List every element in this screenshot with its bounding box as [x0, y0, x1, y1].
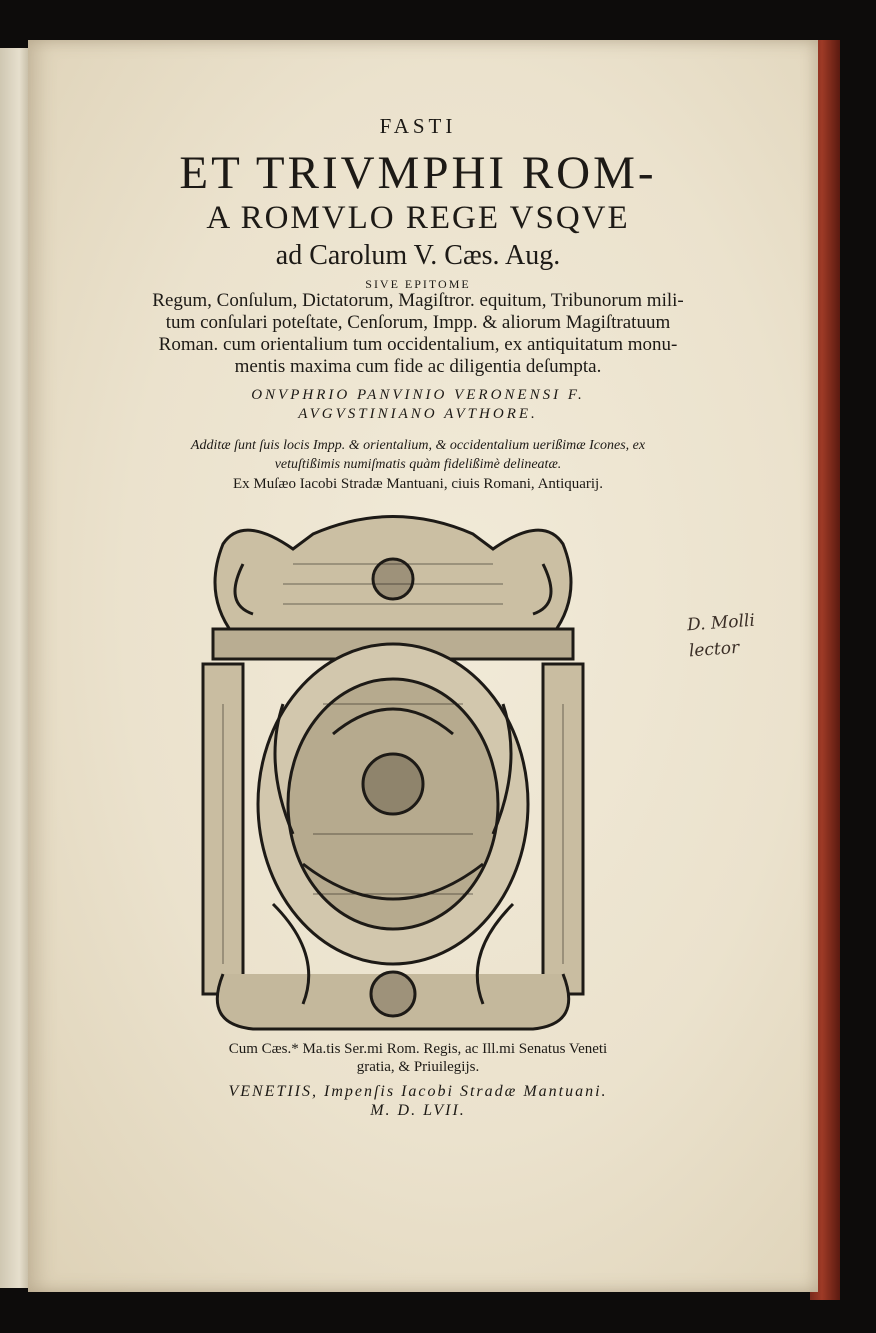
woodcut-printers-device [183, 504, 603, 1039]
title-line-3: ad Carolum V. Cæs. Aug. [275, 240, 561, 271]
privilege-block [28, 1040, 808, 1076]
description-line: mentis maxima cum fide ac diligentia deſumpta. [234, 356, 602, 377]
museum-line: Ex Muſæo Iacobi Stradæ Mantuani, ciuis Romani, Antiquarij. [233, 476, 603, 492]
additae-block [28, 436, 808, 474]
author-line: ONVPHRIO PANVINIO VERONENSI F. [251, 387, 585, 403]
margin-note-line: D. Molli [686, 610, 756, 636]
additae-line: vetuſtißimis numiſmatis quàm fidelißimè delineatæ. [274, 457, 562, 472]
title-fasti: FASTI [379, 114, 457, 138]
privilege-line: Cum Cæs.* Ma.tis Ser.mi Rom. Regis, ac Ill.mi Senatus Veneti [228, 1041, 608, 1057]
additae-line: Additæ ſunt ſuis locis Impp. & orientalium, & occidentalium uerißimæ Icones, ex [190, 438, 646, 453]
title-page [28, 40, 818, 1292]
description-line: tum conſulari poteſtate, Cenſorum, Impp. & aliorum Magiſtratuum [165, 312, 671, 333]
title-line-2: A ROMVLO REGE VSQVE [206, 200, 630, 236]
imprint-year: M. D. LVII. [370, 1102, 466, 1119]
imprint-line: VENETIIS, Impenſis Iacobi Stradæ Mantuani. [228, 1083, 608, 1100]
privilege-line: gratia, & Priuilegijs. [356, 1059, 480, 1075]
description-block [28, 290, 808, 378]
title-line-1: ET TRIVMPHI ROM- [179, 147, 657, 199]
handwritten-margin-note [686, 608, 757, 665]
subtitle-sive-epitome: SIVE EPITOME [365, 277, 471, 291]
margin-note-line: lector [688, 637, 740, 662]
description-line: Roman. cum orientalium tum occidentalium, ex antiquitatum monu- [158, 334, 678, 355]
author-line: AVGVSTINIANO AVTHORE. [298, 406, 538, 422]
imprint-block [28, 1082, 808, 1120]
author-block [28, 386, 808, 424]
description-line: Regum, Conſulum, Dictatorum, Magiſtror. equitum, Tribunorum mili- [152, 290, 684, 311]
